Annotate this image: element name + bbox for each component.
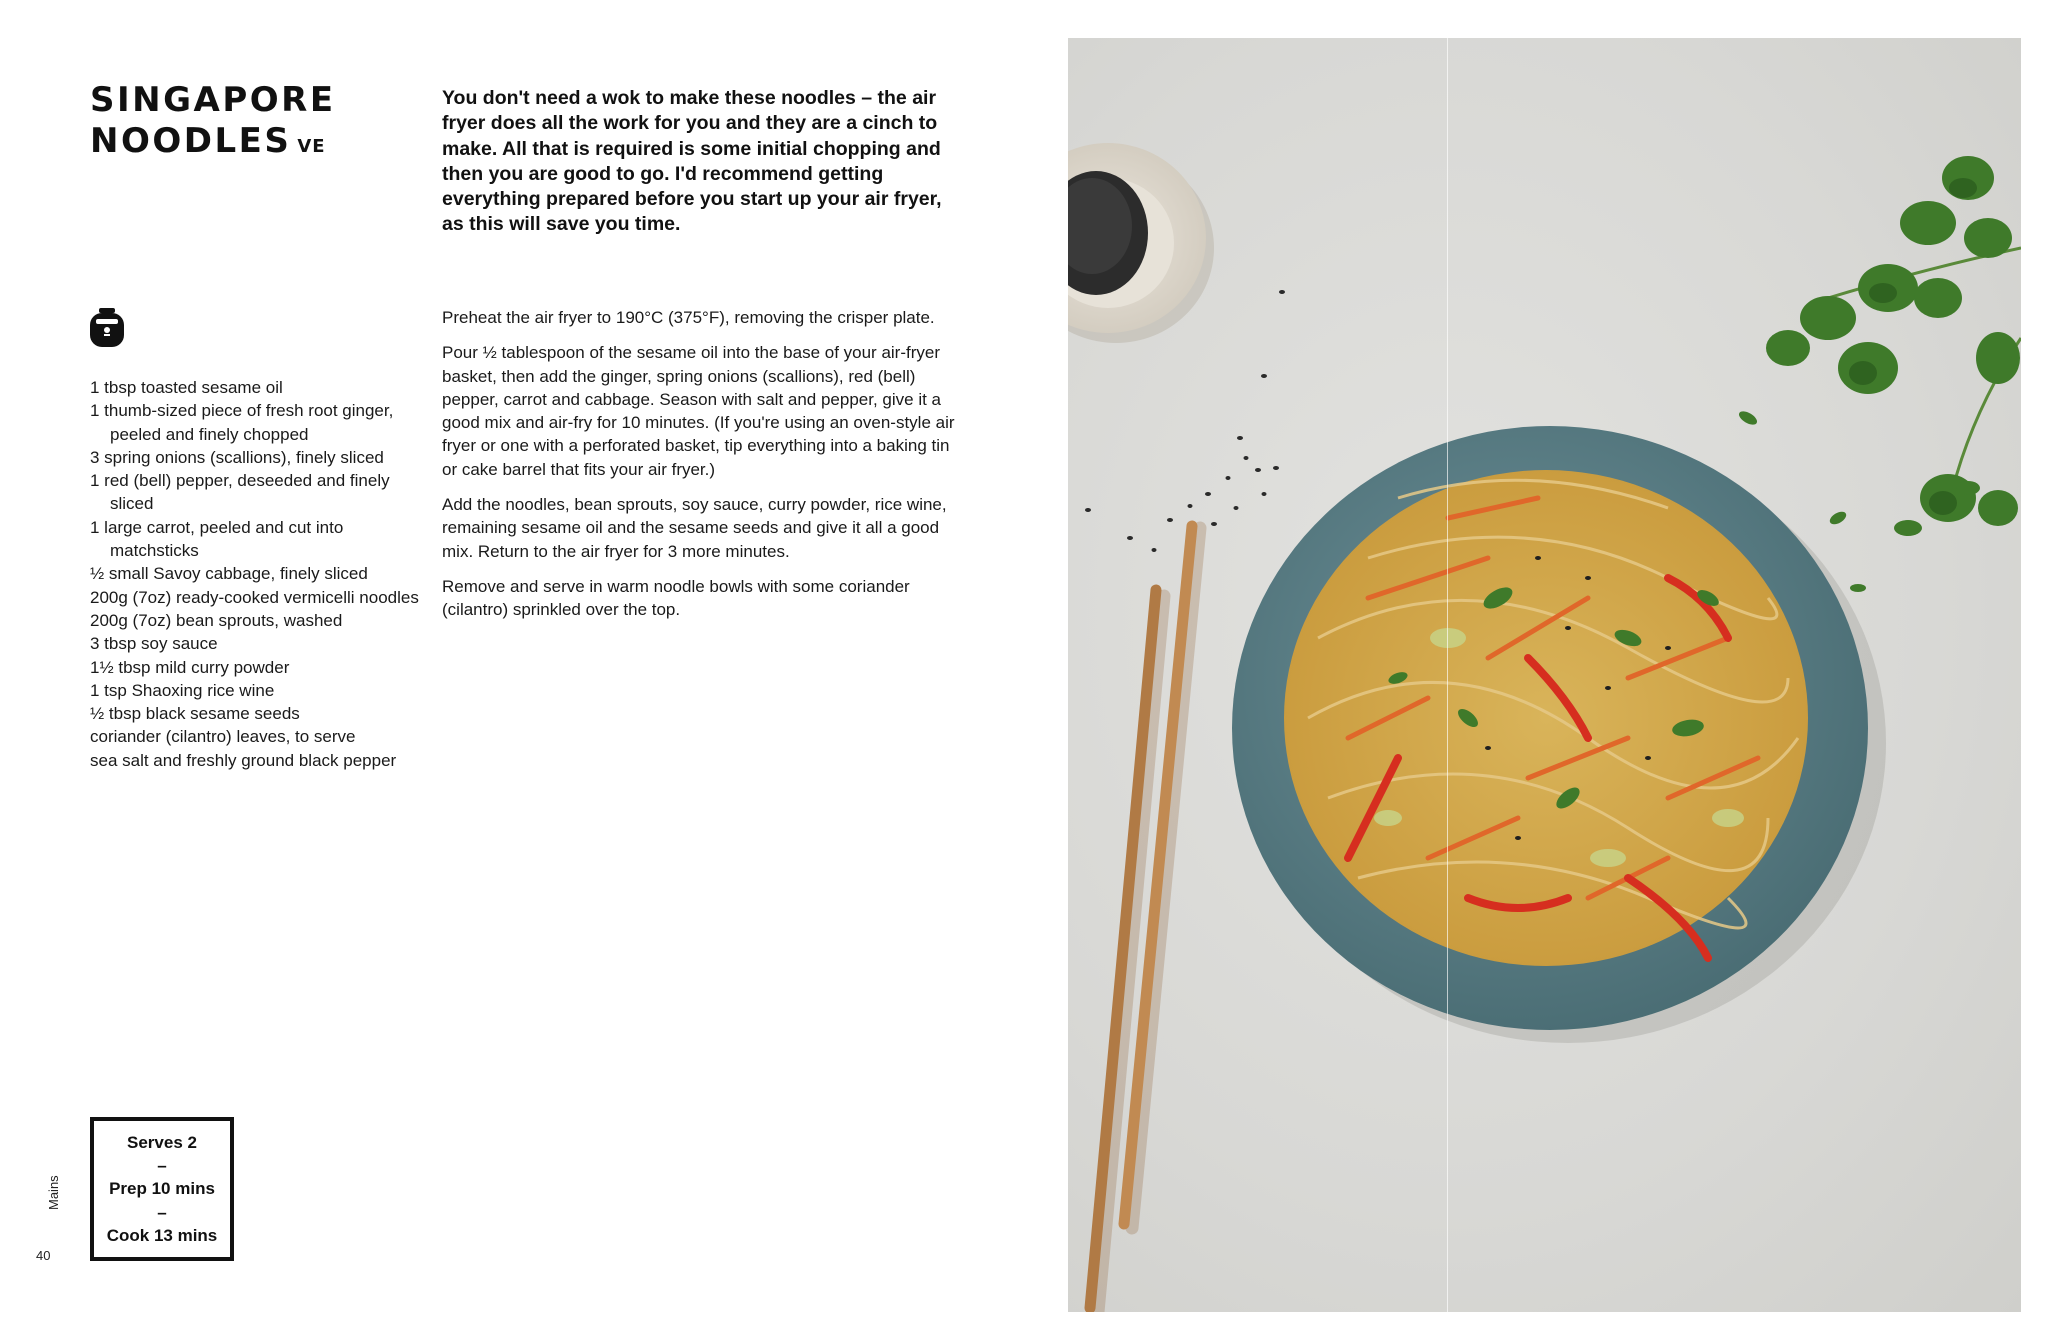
method-step: Preheat the air fryer to 190°C (375°F), removing the crisper plate. xyxy=(442,308,935,327)
page-number: 40 xyxy=(36,1248,51,1263)
recipe-intro: You don't need a wok to make these noodles – the air fryer does all the work for you and they are a cinch to make. All that is required is some initial chopping and then you are good to go. I'd recommend getting everything prepared before you start up your air fryer, as this will save you time. xyxy=(442,87,942,236)
method-steps xyxy=(442,306,967,634)
method-step: Add the noodles, bean sprouts, soy sauce, curry powder, rice wine, remaining sesame oil and the sesame seeds and give it all a good mix. Return to the air fryer for 3 more minutes. xyxy=(442,495,947,561)
ingredient-item: 1½ tbsp mild curry powder xyxy=(90,657,290,677)
page-gutter xyxy=(1447,38,1448,1312)
ingredient-item: 1 red (bell) pepper, deseeded and finely sliced xyxy=(90,471,390,514)
info-separator: – xyxy=(157,1202,167,1222)
ingredient-item: 1 thumb-sized piece of fresh root ginger, peeled and finely chopped xyxy=(90,401,394,444)
ingredient-item: 3 tbsp soy sauce xyxy=(90,634,218,654)
title-line-2: NOODLES xyxy=(90,121,292,161)
ingredient-item: 1 tbsp toasted sesame oil xyxy=(90,378,283,397)
method-step: Pour ½ tablespoon of the sesame oil into the base of your air-fryer basket, then add the ginger, spring onions (scallions), red (bell) pepper, carrot and cabbage. Season with salt and pepper, give it a good mix and air-fry for 10 minutes. (If you're using an oven-style air fryer or one with a perforated basket, tip everything into a baking tin or cake barrel that fits your air fryer.) xyxy=(442,343,955,479)
ingredient-item: ½ tbsp black sesame seeds xyxy=(90,704,300,724)
recipe-info-box xyxy=(90,1117,234,1261)
ingredient-item: 1 tsp Shaoxing rice wine xyxy=(90,680,275,700)
air-fryer-icon xyxy=(89,308,125,348)
ingredient-item: 200g (7oz) bean sprouts, washed xyxy=(90,610,343,630)
chopsticks xyxy=(1090,526,1200,1312)
vegan-tag: VE xyxy=(297,136,326,157)
ingredient-item: sea salt and freshly ground black pepper xyxy=(90,750,397,770)
cook-time: Cook 13 mins xyxy=(106,1225,218,1245)
serves-label: Serves 2 xyxy=(127,1132,197,1152)
ingredient-item: ½ small Savoy cabbage, finely sliced xyxy=(90,564,368,584)
noodle-bowl xyxy=(1232,426,1886,1043)
title-line-1: SINGAPORE xyxy=(90,80,336,120)
ingredient-item: 3 spring onions (scallions), finely sliced xyxy=(90,447,384,467)
info-separator: – xyxy=(157,1156,167,1176)
section-label: Mains xyxy=(46,1175,61,1210)
method-step: Remove and serve in warm noodle bowls with some coriander (cilantro) sprinkled over the top. xyxy=(442,576,910,620)
prep-time: Prep 10 mins xyxy=(109,1179,215,1199)
ingredient-item: coriander (cilantro) leaves, to serve xyxy=(90,727,356,747)
ingredient-item: 200g (7oz) ready-cooked vermicelli noodles xyxy=(90,587,419,607)
ingredients-list xyxy=(90,376,420,772)
sesame-dish xyxy=(1068,143,1214,343)
photo-illustration xyxy=(1068,38,2021,1312)
noodle-bowl-photo xyxy=(1068,38,2021,1312)
ingredient-item: 1 large carrot, peeled and cut into matchsticks xyxy=(90,517,344,561)
recipe-title xyxy=(90,80,336,167)
